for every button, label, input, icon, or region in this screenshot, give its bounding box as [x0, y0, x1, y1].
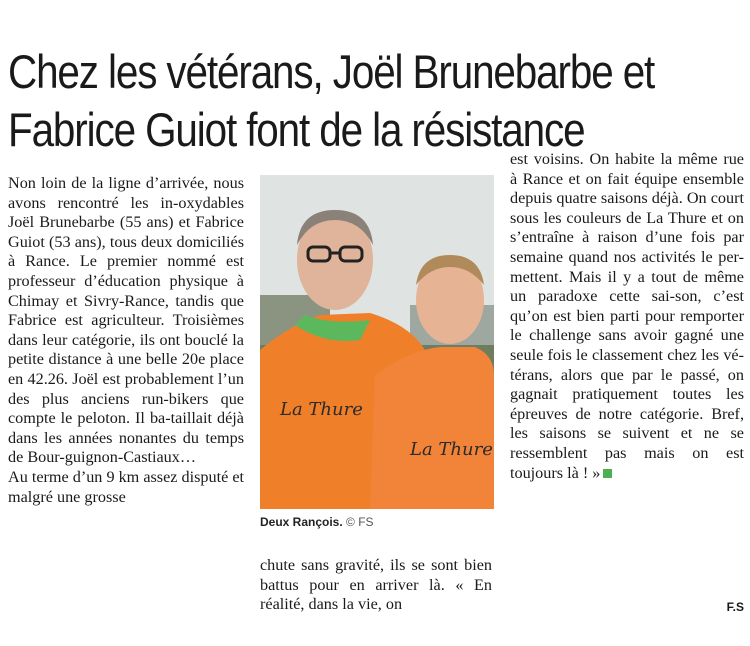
paragraph-4	[510, 150, 744, 483]
article-column-2	[260, 556, 492, 615]
left-shirt-logo: La Thure	[280, 399, 363, 420]
article-column-3	[510, 150, 744, 483]
caption-credit: © FS	[346, 515, 374, 529]
photo-caption	[260, 515, 494, 529]
caption-title: Deux Rançois.	[260, 515, 343, 529]
article-column-1	[8, 174, 244, 507]
photo-two-runners	[260, 175, 494, 509]
paragraph-4-text: est voisins. On habite la même rue à Rance et on fait équipe ensemble depuis quatre saisons déjà. On court sous les couleurs de La Thure et on s’entraîne à raison d’une fois par semaine quand nos activités le per-mettent. Mais il y a tout de même un paradoxe cette sai-son, c’est qu’on est bien parti pour remporter le challenge sans avoir gagné une seule fois le classement chez les vé-térans, alors que par le passé, on gagnait pratiquement toutes les épreuves de notre catégorie. Bref, les saisons se suivent et ne se ressemblent pas mais on est toujours là ! »	[510, 150, 744, 482]
end-of-article-square-icon	[603, 469, 612, 478]
article-photo	[260, 175, 494, 509]
headline-line-1: Chez les vétérans, Joël Brunebarbe et	[8, 45, 655, 99]
paragraph-3: chute sans gravité, ils se sont bien battus pour en arriver là. « En réalité, dans la vie, on	[260, 556, 492, 614]
paragraph-2: Au terme d’un 9 km assez disputé et malgré une grosse	[8, 467, 245, 506]
right-shirt-logo: La Thure	[410, 439, 493, 460]
author-signature: F.S	[726, 600, 744, 614]
paragraph-1: Non loin de la ligne d’arrivée, nous avons rencontré les in-oxydables Joël Brunebarbe (55 ans) et Fabrice Guiot (53 ans), tous deux domiciliés à Rance. Le premier nommé est professeur d’éducation physique à Chimay et Sivry-Rance, tandis que Fabrice est agriculteur. Troisièmes dans leur catégorie, ils ont bouclé la petite distance à une belle 20e place en 42.26. Joël est probablement l’un des plus anciens run-bikers que compte le peloton. Il ba-taillait déjà dans les années nonantes du temps de Bour-guignon-Castiaux…	[8, 174, 244, 467]
headline-line-2: Fabrice Guiot font de la résistance	[8, 103, 585, 157]
article-headline	[8, 43, 655, 159]
